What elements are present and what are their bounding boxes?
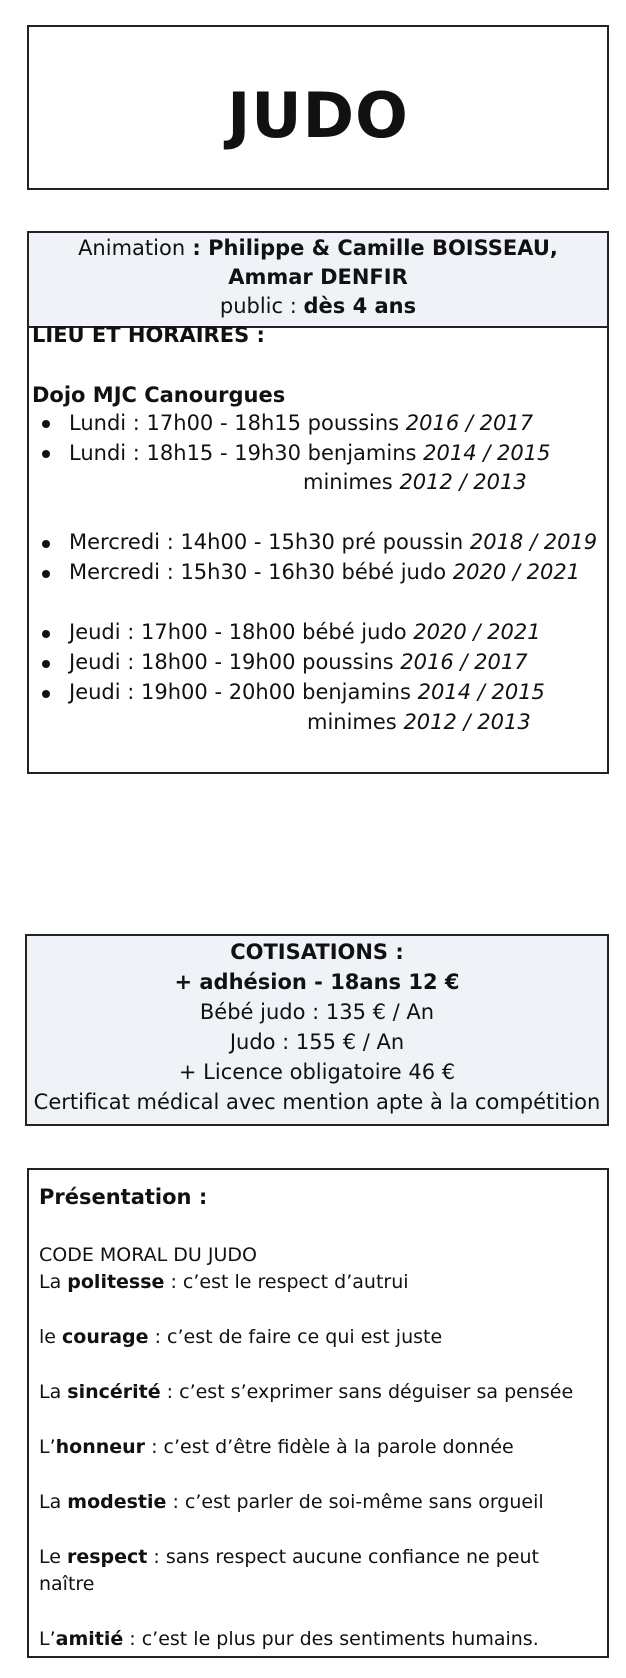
animation-sep: : (185, 236, 209, 260)
schedule-item: Mercredi : 15h30 - 16h30 bébé judo 2020 / 2021 (69, 560, 581, 584)
bullet (42, 450, 50, 458)
moral-value: L’honneur : c’est d’être fidèle à la parole donnée (39, 1436, 514, 1458)
cotisations-licence: + Licence obligatoire 46 € (178, 1060, 456, 1084)
public-value: dès 4 ans (303, 294, 417, 318)
bullet (42, 540, 50, 548)
code-title: CODE MORAL DU JUDO (39, 1244, 257, 1266)
animation-line-1 (29, 233, 607, 263)
animation-names-2: Ammar DENFIR (228, 265, 408, 289)
bullet (42, 690, 50, 698)
bullet (42, 630, 50, 638)
schedule-box (27, 323, 609, 774)
page-title: JUDO (227, 79, 409, 152)
moral-value: La modestie : c’est parler de soi-même sans orgueil (39, 1491, 544, 1513)
moral-value: La politesse : c’est le respect d’autrui (39, 1271, 409, 1293)
cotisations-certificat: Certificat médical avec mention apte à la compétition (33, 1090, 601, 1114)
moral-value-cont: naître (39, 1573, 95, 1595)
moral-value: Le respect : sans respect aucune confiance ne peut (39, 1546, 539, 1568)
schedule-heading: LIEU ET HORAIRES : (32, 323, 265, 347)
schedule-item: Jeudi : 18h00 - 19h00 poussins 2016 / 2017 (69, 650, 528, 674)
bullet (42, 420, 50, 428)
schedule-item-extra: minimes 2012 / 2013 (307, 710, 531, 734)
bullet (42, 570, 50, 578)
public-line (29, 291, 607, 321)
cotisations-bebe: Bébé judo : 135 € / An (199, 1000, 435, 1024)
presentation-box (27, 1168, 609, 1658)
cotisations-adhesion: + adhésion - 18ans 12 € (174, 970, 460, 994)
presentation-heading: Présentation : (39, 1185, 208, 1209)
moral-value: le courage : c’est de faire ce qui est juste (39, 1326, 443, 1348)
animation-names-1: Philippe & Camille BOISSEAU, (208, 236, 558, 260)
animation-box (27, 231, 609, 328)
cotisations-judo: Judo : 155 € / An (229, 1030, 405, 1054)
schedule-item: Jeudi : 17h00 - 18h00 bébé judo 2020 / 2021 (69, 620, 541, 644)
animation-line-2 (29, 262, 607, 292)
animation-label: Animation (78, 236, 186, 260)
schedule-item: Mercredi : 14h00 - 15h30 pré poussin 2018 / 2019 (69, 530, 598, 554)
schedule-item: Lundi : 17h00 - 18h15 poussins 2016 / 2017 (69, 411, 534, 435)
schedule-item: Jeudi : 19h00 - 20h00 benjamins 2014 / 2015 (69, 680, 545, 704)
cotisations-heading: COTISATIONS : (230, 940, 404, 964)
schedule-item-extra: minimes 2012 / 2013 (303, 470, 527, 494)
schedule-place: Dojo MJC Canourgues (32, 383, 286, 407)
cotisations-box (25, 934, 609, 1126)
title-box (27, 25, 609, 190)
schedule-item: Lundi : 18h15 - 19h30 benjamins 2014 / 2015 (69, 441, 551, 465)
moral-value: La sincérité : c’est s’exprimer sans déguiser sa pensée (39, 1381, 574, 1403)
moral-value: L’amitié : c’est le plus pur des sentiments humains. (39, 1628, 539, 1650)
public-label: public : (219, 294, 304, 318)
bullet (42, 660, 50, 668)
